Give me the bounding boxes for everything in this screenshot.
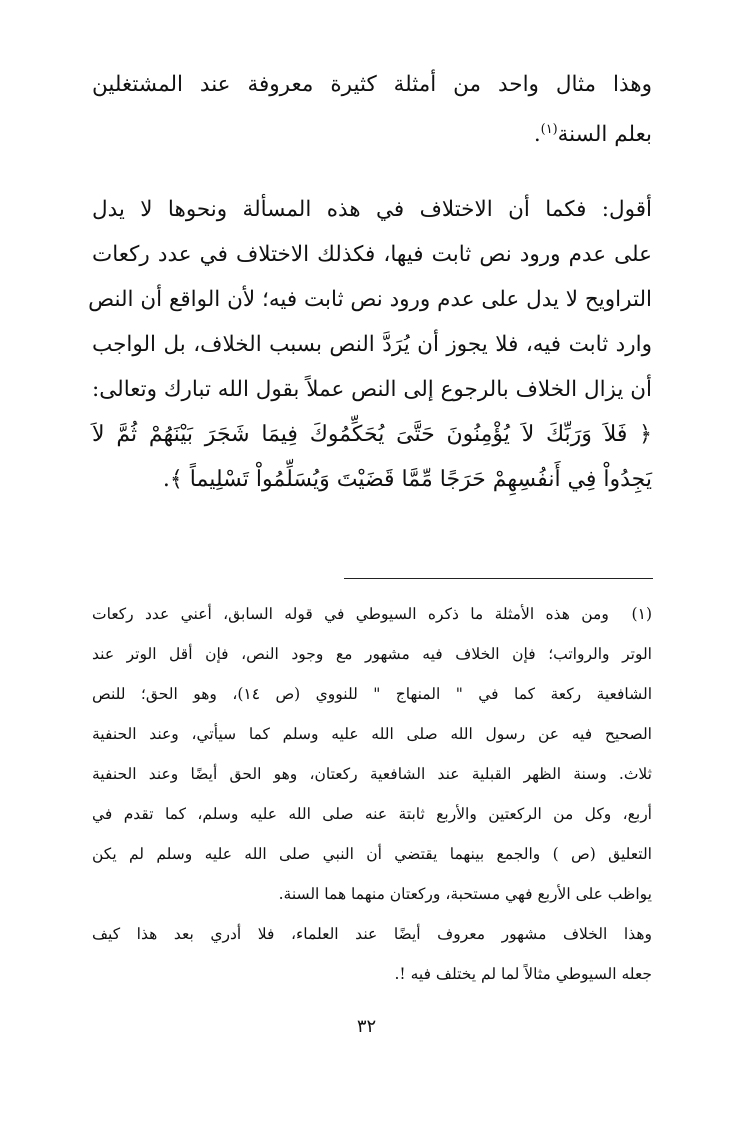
footnote-line: التعليق (ص ) والجمع بينهما يقتضي أن النبي صلى الله عليه وسلم لم يكن — [92, 845, 652, 863]
footnote-line: الوتر والرواتب؛ فإن الخلاف فيه مشهور مع وجود النص، فإن أقل الوتر عند — [92, 645, 652, 663]
quran-verse-line: ﴿ فَلاَ وَرَبِّكَ لاَ يُؤْمِنُونَ حَتَّىَ يُحَكِّمُوكَ فِيمَا شَجَرَ بَيْنَهُمْ ثُمَّ لاَ — [92, 422, 652, 448]
footnotes — [92, 594, 652, 994]
footnote-line: وهذا الخلاف مشهور معروف أيضًا عند العلماء، فلا أدري بعد هذا كيف — [92, 925, 652, 943]
text-line: وهذا مثال واحد من أمثلة كثيرة معروفة عند المشتغلين — [92, 72, 652, 97]
text-line: أقول: فكما أن الاختلاف في هذه المسألة ونحوها لا يدل — [92, 197, 652, 223]
quran-verse-line: يَجِدُواْ فِي أَنفُسِهِمْ حَرَجًا مِّمَّا قَضَيْتَ وَيُسَلِّمُواْ تَسْلِيماً ﴾. — [162, 467, 652, 493]
text-line-end: . — [533, 122, 541, 148]
main-text — [88, 62, 652, 502]
text-line: وارد ثابت فيه، فلا يجوز أن يُرَدَّ النص بسبب الخلاف، بل الواجب — [92, 332, 652, 358]
footnote-line: يواظب على الأربع فهي مستحبة، وركعتان منهما هما السنة. — [278, 885, 652, 903]
footnote-line: ثلاث. وسنة الظهر القبلية عند الشافعية ركعتان، وهو الحق أيضًا وعند الحنفية — [92, 765, 652, 783]
footnote-marker: (١) — [631, 605, 652, 623]
text-line: التراويح لا يدل على عدم ورود نص ثابت فيه؛ لأن الواقع أن النص — [88, 287, 652, 313]
paragraph-gap — [92, 157, 652, 187]
footnote-line: الشافعية ركعة كما في " المنهاج " للنووي (ص ١٤)، وهو الحق؛ للنص — [92, 685, 652, 703]
text-line-body: بعلم السنة — [557, 122, 652, 148]
footnote-line-text: ومن هذه الأمثلة ما ذكره السيوطي في قوله السابق، أعني عدد ركعات — [92, 605, 609, 623]
footnote-divider — [344, 578, 653, 579]
footnote-reference: (١) — [540, 122, 558, 137]
footnote-line: الصحيح فيه عن رسول الله صلى الله عليه وسلم كما سيأتي، وعند الحنفية — [92, 725, 652, 743]
footnote-line: أربع، وكل من الركعتين والأربع ثابتة عنه صلى الله عليه وسلم، كما تقدم في — [92, 805, 652, 823]
text-line — [92, 107, 652, 157]
text-line: على عدم ورود نص ثابت فيها، فكذلك الاختلاف في عدد ركعات — [92, 242, 652, 268]
footnote-line: جعله السيوطي مثالاً لما لم يختلف فيه !. — [394, 965, 652, 983]
text-line: أن يزال الخلاف بالرجوع إلى النص عملاً بقول الله تبارك وتعالى: — [91, 377, 652, 403]
page-number: ٣٢ — [356, 1016, 377, 1037]
footnote-line — [92, 594, 652, 634]
